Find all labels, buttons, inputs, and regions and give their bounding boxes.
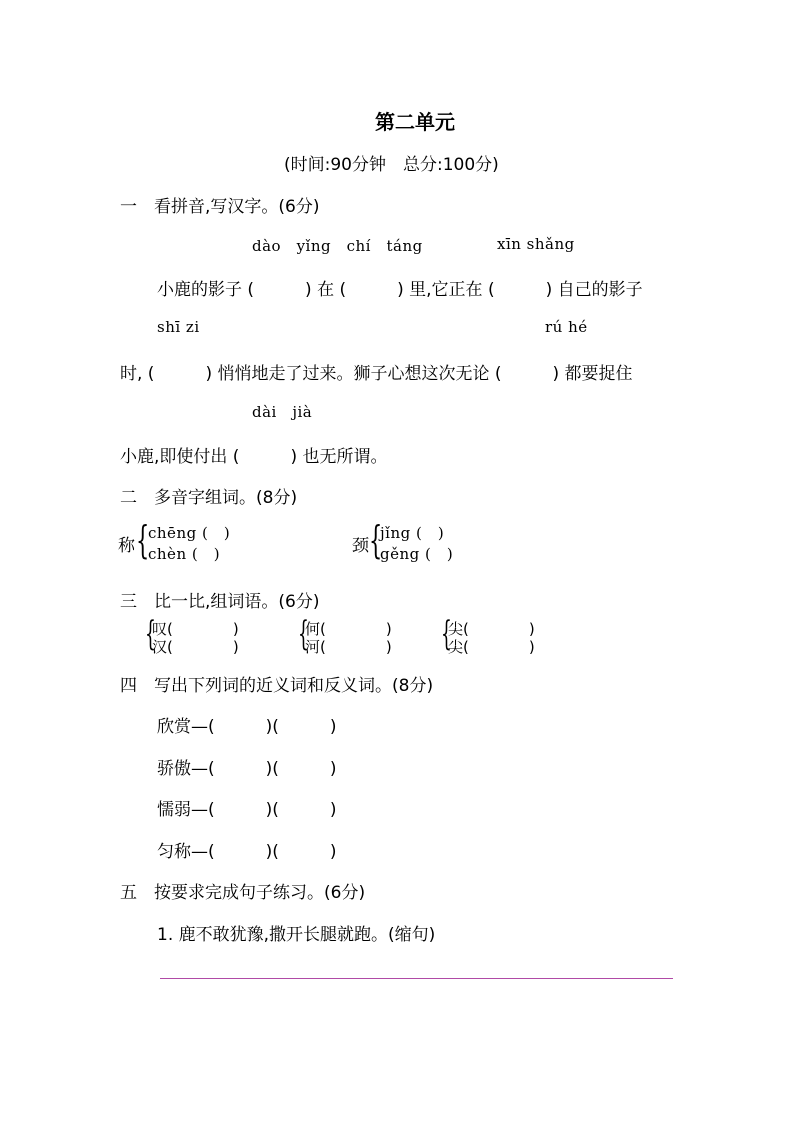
brace-icon: { [136, 518, 150, 562]
brace-icon: { [298, 614, 309, 654]
section5-heading: 五 按要求完成句子练习。(6分) [120, 883, 366, 903]
page-subtitle: (时间:90分钟 总分:100分) [284, 155, 499, 175]
synonym-row: 匀称—( )( ) [157, 842, 337, 862]
section3-heading: 三 比一比,组词语。(6分) [120, 592, 320, 612]
section2-heading: 二 多音字组词。(8分) [120, 488, 298, 508]
page-title: 第二单元 [375, 110, 455, 134]
compare-1-a: 叹( ) [152, 620, 239, 638]
pinyin-row3: dài jià [252, 403, 313, 421]
compare-3-b: 尖( ) [448, 638, 535, 656]
polyphone-char-1: 称 [118, 536, 135, 556]
polyphone-1-reading-2: chèn ( ) [148, 545, 221, 563]
polyphone-2-reading-1: jǐng ( ) [380, 524, 445, 542]
pinyin-row1-a: dào yǐng chí táng [252, 237, 423, 255]
compare-3-a: 尖( ) [448, 620, 535, 638]
synonym-row: 骄傲—( )( ) [157, 759, 337, 779]
pinyin-row1-b: xīn shǎng [497, 235, 575, 253]
section1-heading: 一 看拼音,写汉字。(6分) [120, 197, 320, 217]
question-1: 1. 鹿不敢犹豫,撒开长腿就跑。(缩句) [157, 925, 436, 945]
compare-2-b: 河( ) [305, 638, 392, 656]
section4-heading: 四 写出下列词的近义词和反义词。(8分) [120, 676, 434, 696]
brace-icon: { [369, 518, 383, 562]
answer-line[interactable] [160, 978, 673, 979]
compare-2-a: 何( ) [305, 620, 392, 638]
section1-line1: 小鹿的影子 ( ) 在 ( ) 里,它正在 ( ) 自己的影子 [157, 280, 643, 300]
brace-icon: { [441, 614, 452, 654]
section1-line2: 时, ( ) 悄悄地走了过来。狮子心想这次无论 ( ) 都要捉住 [120, 364, 633, 384]
section1-line3: 小鹿,即使付出 ( ) 也无所谓。 [120, 447, 388, 467]
synonym-row: 欣赏—( )( ) [157, 717, 337, 737]
polyphone-1-reading-1: chēng ( ) [148, 524, 231, 542]
compare-1-b: 汉( ) [152, 638, 239, 656]
polyphone-2-reading-2: gěng ( ) [380, 545, 454, 563]
synonym-row: 懦弱—( )( ) [157, 800, 337, 820]
brace-icon: { [145, 614, 156, 654]
polyphone-char-2: 颈 [352, 536, 369, 556]
pinyin-row2-a: shī zi [157, 318, 200, 336]
pinyin-row2-b: rú hé [545, 318, 588, 336]
